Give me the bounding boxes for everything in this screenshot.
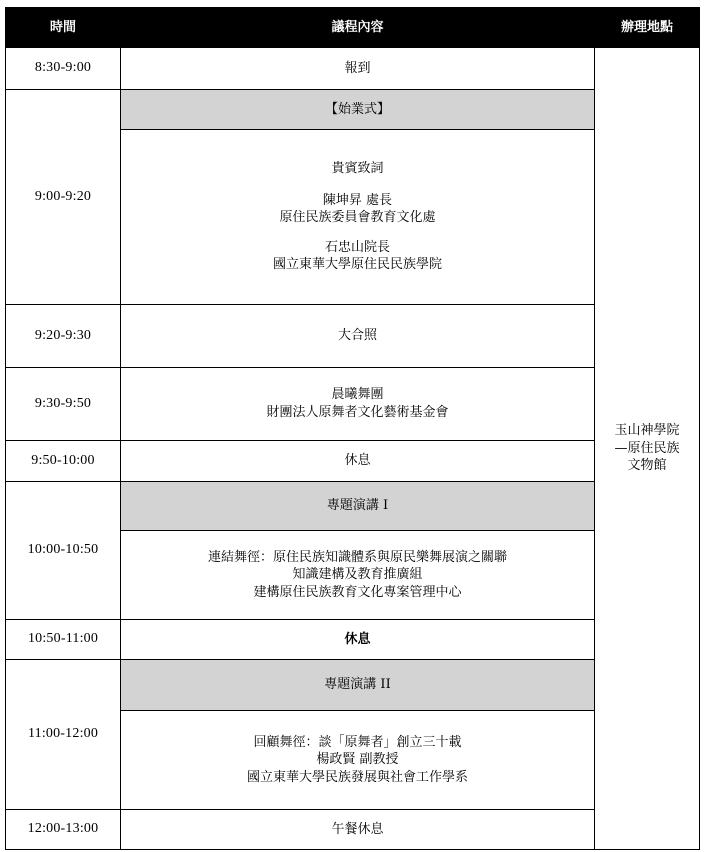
content-cell bbox=[121, 531, 595, 620]
time-cell: 9:00-9:20 bbox=[6, 90, 121, 305]
venue-line: 文物館 bbox=[627, 458, 667, 474]
speaker-name: 陳坤昇 處長 bbox=[322, 192, 393, 208]
content-line: 楊政賢 副教授 bbox=[316, 752, 399, 768]
content-cell bbox=[121, 130, 595, 305]
content-line: 財團法人原舞者文化藝術基金會 bbox=[266, 405, 449, 420]
content-cell: 大合照 bbox=[121, 305, 595, 368]
greeting-text: 貴賓致詞 bbox=[331, 161, 384, 177]
time-cell: 10:00-10:50 bbox=[6, 482, 121, 620]
time-cell: 9:20-9:30 bbox=[6, 305, 121, 368]
content-line: 知識建構及教育推廣組 bbox=[292, 567, 423, 583]
time-cell: 9:30-9:50 bbox=[6, 368, 121, 441]
venue-line: —原住民族 bbox=[614, 440, 680, 456]
venue-cell bbox=[595, 48, 700, 850]
section-title: 【始業式】 bbox=[121, 90, 595, 130]
time-cell: 8:30-9:00 bbox=[6, 48, 121, 90]
time-cell: 9:50-10:00 bbox=[6, 441, 121, 482]
header-time: 時間 bbox=[6, 8, 121, 48]
content-line: 國立東華大學民族發展與社會工作學系 bbox=[246, 769, 468, 785]
header-content: 議程內容 bbox=[121, 8, 595, 48]
speaker-org: 原住民族委員會教育文化處 bbox=[279, 210, 436, 226]
agenda-table bbox=[5, 7, 700, 850]
venue-line: 玉山神學院 bbox=[614, 423, 680, 439]
content-cell: 午餐休息 bbox=[121, 810, 595, 850]
speaker-name: 石忠山院長 bbox=[324, 239, 390, 255]
content-cell: 休息 bbox=[121, 441, 595, 482]
section-title: 專題演講 I bbox=[121, 482, 595, 531]
content-line: 晨曦舞團 bbox=[331, 387, 384, 403]
section-title: 專題演講 II bbox=[121, 660, 595, 711]
content-cell bbox=[121, 368, 595, 441]
time-cell: 11:00-12:00 bbox=[6, 660, 121, 810]
time-cell: 12:00-13:00 bbox=[6, 810, 121, 850]
content-line: 連結舞徑：原住民族知識體系與原民樂舞展演之關聯 bbox=[207, 549, 507, 565]
speaker-org: 國立東華大學原住民民族學院 bbox=[272, 257, 442, 273]
header-place: 辦理地點 bbox=[595, 8, 700, 48]
time-cell: 10:50-11:00 bbox=[6, 620, 121, 660]
table-row bbox=[6, 48, 700, 90]
content-cell bbox=[121, 711, 595, 810]
content-cell: 休息 bbox=[121, 620, 595, 660]
content-cell: 報到 bbox=[121, 48, 595, 90]
header-row bbox=[6, 8, 700, 48]
content-line: 建構原住民族教育文化專案管理中心 bbox=[253, 584, 462, 600]
content-line: 回顧舞徑：談「原舞者」創立三十載 bbox=[253, 734, 462, 750]
